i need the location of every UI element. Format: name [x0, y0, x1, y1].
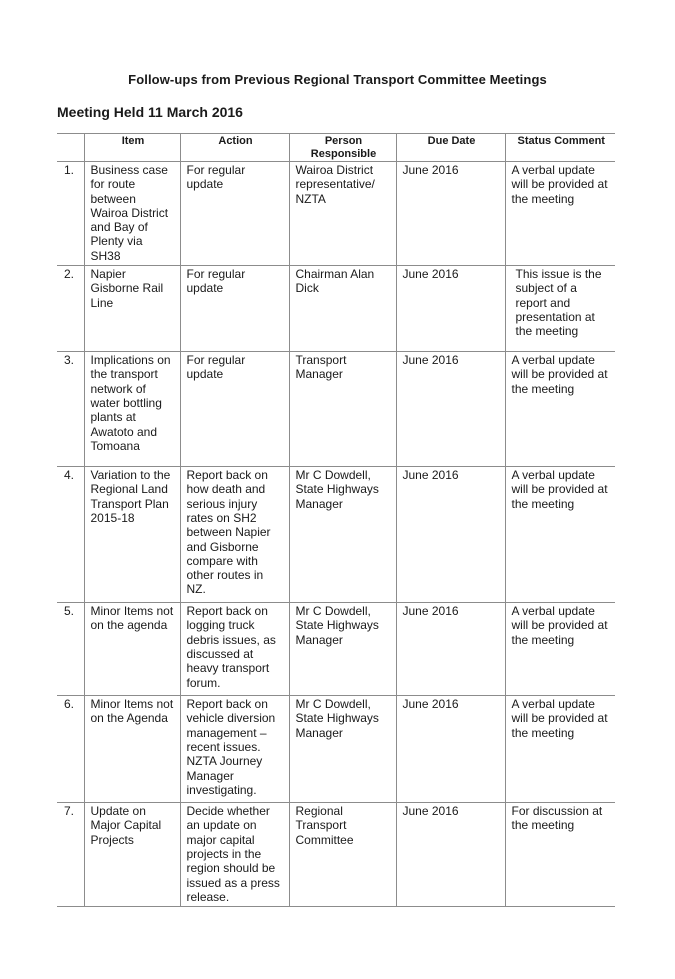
meeting-heading: Meeting Held 11 March 2016	[57, 104, 243, 120]
row-person: Transport Manager	[289, 352, 396, 467]
header-status-comment: Status Comment	[505, 134, 615, 162]
row-action: For regular update	[180, 352, 289, 467]
header-action: Action	[180, 134, 289, 162]
row-action: For regular update	[180, 266, 289, 352]
row-action: Report back on vehicle diversion management – recent issues. NZTA Journey Manager investigating.	[180, 696, 289, 803]
row-item: Minor Items not on the agenda	[84, 603, 180, 696]
followups-table	[57, 133, 615, 907]
row-number: 6.	[57, 696, 84, 803]
row-number: 1.	[57, 162, 84, 266]
row-number: 7.	[57, 803, 84, 907]
row-number: 4.	[57, 467, 84, 603]
row-due-date: June 2016	[396, 603, 505, 696]
row-status-text: This issue is the subject of a report and presentation at the meeting	[515, 267, 602, 339]
row-status	[505, 266, 615, 352]
row-person: Chairman Alan Dick	[289, 266, 396, 352]
row-status: A verbal update will be provided at the meeting	[505, 696, 615, 803]
row-person: Mr C Dowdell, State Highways Manager	[289, 467, 396, 603]
row-status: A verbal update will be provided at the meeting	[505, 162, 615, 266]
header-item: Item	[84, 134, 180, 162]
row-item: Update on Major Capital Projects	[84, 803, 180, 907]
row-due-date: June 2016	[396, 467, 505, 603]
row-number: 2.	[57, 266, 84, 352]
row-person: Wairoa District representative/ NZTA	[289, 162, 396, 266]
table-row	[57, 803, 615, 907]
row-person: Mr C Dowdell, State Highways Manager	[289, 696, 396, 803]
row-person: Regional Transport Committee	[289, 803, 396, 907]
row-due-date: June 2016	[396, 696, 505, 803]
row-item: Implications on the transport network of water bottling plants at Awatoto and Tomoana	[84, 352, 180, 467]
row-person: Mr C Dowdell, State Highways Manager	[289, 603, 396, 696]
row-action: For regular update	[180, 162, 289, 266]
row-status: For discussion at the meeting	[505, 803, 615, 907]
row-status: A verbal update will be provided at the meeting	[505, 603, 615, 696]
row-action: Report back on how death and serious injury rates on SH2 between Napier and Gisborne compare with other routes in NZ.	[180, 467, 289, 603]
header-person-responsible: Person Responsible	[289, 134, 396, 162]
row-due-date: June 2016	[396, 803, 505, 907]
header-due-date: Due Date	[396, 134, 505, 162]
table-row	[57, 266, 615, 352]
table-row	[57, 352, 615, 467]
table-row	[57, 467, 615, 603]
row-number: 5.	[57, 603, 84, 696]
row-item: Variation to the Regional Land Transport Plan 2015-18	[84, 467, 180, 603]
row-status: A verbal update will be provided at the meeting	[505, 352, 615, 467]
row-status: A verbal update will be provided at the meeting	[505, 467, 615, 603]
row-due-date: June 2016	[396, 352, 505, 467]
row-action: Report back on logging truck debris issues, as discussed at heavy transport forum.	[180, 603, 289, 696]
table-row	[57, 696, 615, 803]
row-due-date: June 2016	[396, 266, 505, 352]
row-item: Minor Items not on the Agenda	[84, 696, 180, 803]
row-item: Business case for route between Wairoa District and Bay of Plenty via SH38	[84, 162, 180, 266]
row-due-date: June 2016	[396, 162, 505, 266]
header-number	[57, 134, 84, 162]
row-action: Decide whether an update on major capital projects in the region should be issued as a press release.	[180, 803, 289, 907]
row-number: 3.	[57, 352, 84, 467]
page-title: Follow-ups from Previous Regional Transport Committee Meetings	[128, 72, 547, 87]
table-row	[57, 162, 615, 266]
table-header-row	[57, 134, 615, 162]
table-row	[57, 603, 615, 696]
row-item: Napier Gisborne Rail Line	[84, 266, 180, 352]
